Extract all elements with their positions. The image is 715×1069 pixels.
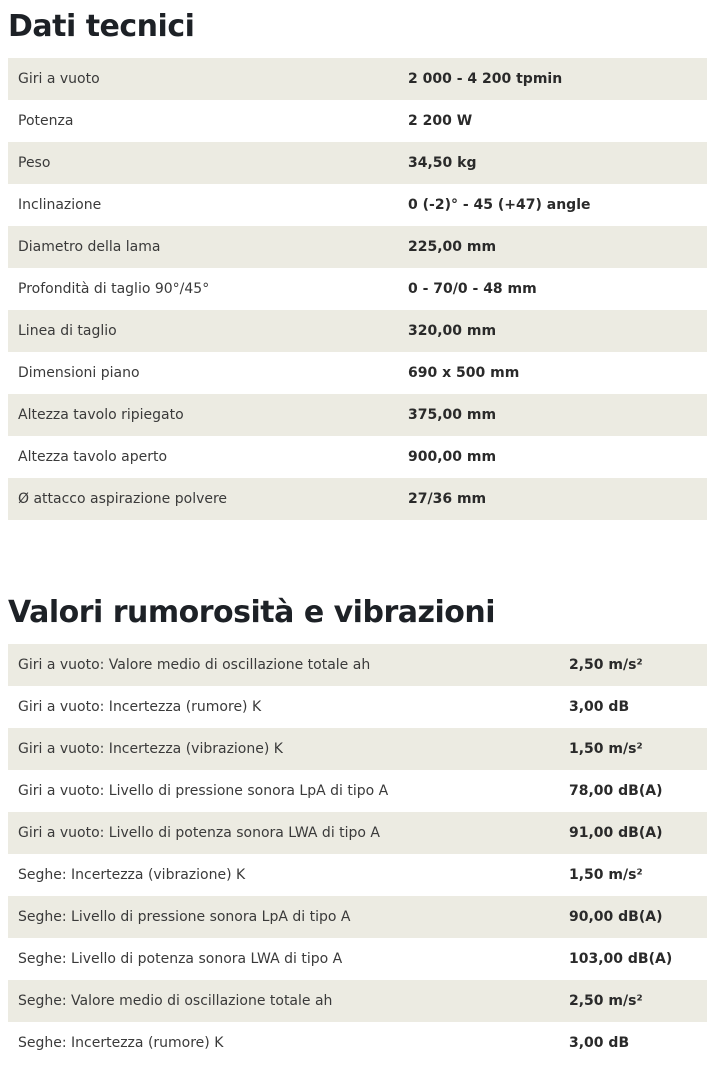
spec-value: 27/36 mm	[398, 478, 707, 520]
spec-row	[8, 58, 707, 100]
spec-value: 103,00 dB(A)	[559, 938, 707, 980]
spec-value: 2,50 m/s²	[559, 980, 707, 1022]
spec-label: Seghe: Incertezza (rumore) K	[8, 1022, 559, 1064]
spec-row	[8, 938, 707, 980]
spec-label: Giri a vuoto: Incertezza (vibrazione) K	[8, 728, 559, 770]
spec-label: Ø attacco aspirazione polvere	[8, 478, 398, 520]
spec-label: Profondità di taglio 90°/45°	[8, 268, 398, 310]
spec-value: 0 - 70/0 - 48 mm	[398, 268, 707, 310]
spec-label: Peso	[8, 142, 398, 184]
spec-label: Altezza tavolo ripiegato	[8, 394, 398, 436]
spec-row	[8, 394, 707, 436]
spec-label: Giri a vuoto: Valore medio di oscillazione totale ah	[8, 644, 559, 686]
spec-label: Diametro della lama	[8, 226, 398, 268]
spec-label: Giri a vuoto: Incertezza (rumore) K	[8, 686, 559, 728]
spec-value: 91,00 dB(A)	[559, 812, 707, 854]
spec-value: 225,00 mm	[398, 226, 707, 268]
spec-row	[8, 268, 707, 310]
spec-label: Potenza	[8, 100, 398, 142]
spec-label: Dimensioni piano	[8, 352, 398, 394]
spec-row	[8, 436, 707, 478]
spec-label: Seghe: Livello di pressione sonora LpA di tipo A	[8, 896, 559, 938]
spec-row	[8, 812, 707, 854]
spec-value: 0 (-2)° - 45 (+47) angle	[398, 184, 707, 226]
spec-label: Giri a vuoto: Livello di potenza sonora LWA di tipo A	[8, 812, 559, 854]
spec-row	[8, 142, 707, 184]
technical-data-table	[8, 58, 707, 520]
noise-vibration-title: Valori rumorosità e vibrazioni	[8, 595, 495, 630]
spec-row	[8, 980, 707, 1022]
spec-value: 90,00 dB(A)	[559, 896, 707, 938]
spec-row	[8, 184, 707, 226]
spec-row	[8, 100, 707, 142]
spec-value: 2 000 - 4 200 tpmin	[398, 58, 707, 100]
spec-row	[8, 644, 707, 686]
spec-row	[8, 686, 707, 728]
spec-row	[8, 896, 707, 938]
technical-data-title: Dati tecnici	[8, 9, 195, 44]
noise-vibration-section	[8, 586, 707, 1064]
spec-row	[8, 770, 707, 812]
spec-label: Linea di taglio	[8, 310, 398, 352]
technical-data-section	[8, 0, 707, 520]
spec-value: 320,00 mm	[398, 310, 707, 352]
spec-value: 900,00 mm	[398, 436, 707, 478]
spec-value: 375,00 mm	[398, 394, 707, 436]
spec-label: Giri a vuoto	[8, 58, 398, 100]
spec-label: Seghe: Livello di potenza sonora LWA di tipo A	[8, 938, 559, 980]
spec-label: Seghe: Incertezza (vibrazione) K	[8, 854, 559, 896]
spec-row	[8, 728, 707, 770]
spec-row	[8, 352, 707, 394]
spec-value: 34,50 kg	[398, 142, 707, 184]
spec-row	[8, 226, 707, 268]
spec-value: 1,50 m/s²	[559, 854, 707, 896]
noise-vibration-table	[8, 644, 707, 1064]
spec-label: Altezza tavolo aperto	[8, 436, 398, 478]
spec-label: Inclinazione	[8, 184, 398, 226]
spec-row	[8, 854, 707, 896]
spec-value: 2 200 W	[398, 100, 707, 142]
spec-value: 3,00 dB	[559, 1022, 707, 1064]
spec-value: 2,50 m/s²	[559, 644, 707, 686]
spec-row	[8, 478, 707, 520]
spec-row	[8, 310, 707, 352]
noise-vibration-body	[8, 644, 707, 1064]
spec-value: 78,00 dB(A)	[559, 770, 707, 812]
spec-value: 3,00 dB	[559, 686, 707, 728]
spec-label: Seghe: Valore medio di oscillazione totale ah	[8, 980, 559, 1022]
technical-data-body	[8, 58, 707, 520]
spec-value: 1,50 m/s²	[559, 728, 707, 770]
spec-value: 690 x 500 mm	[398, 352, 707, 394]
spec-label: Giri a vuoto: Livello di pressione sonora LpA di tipo A	[8, 770, 559, 812]
spec-row	[8, 1022, 707, 1064]
